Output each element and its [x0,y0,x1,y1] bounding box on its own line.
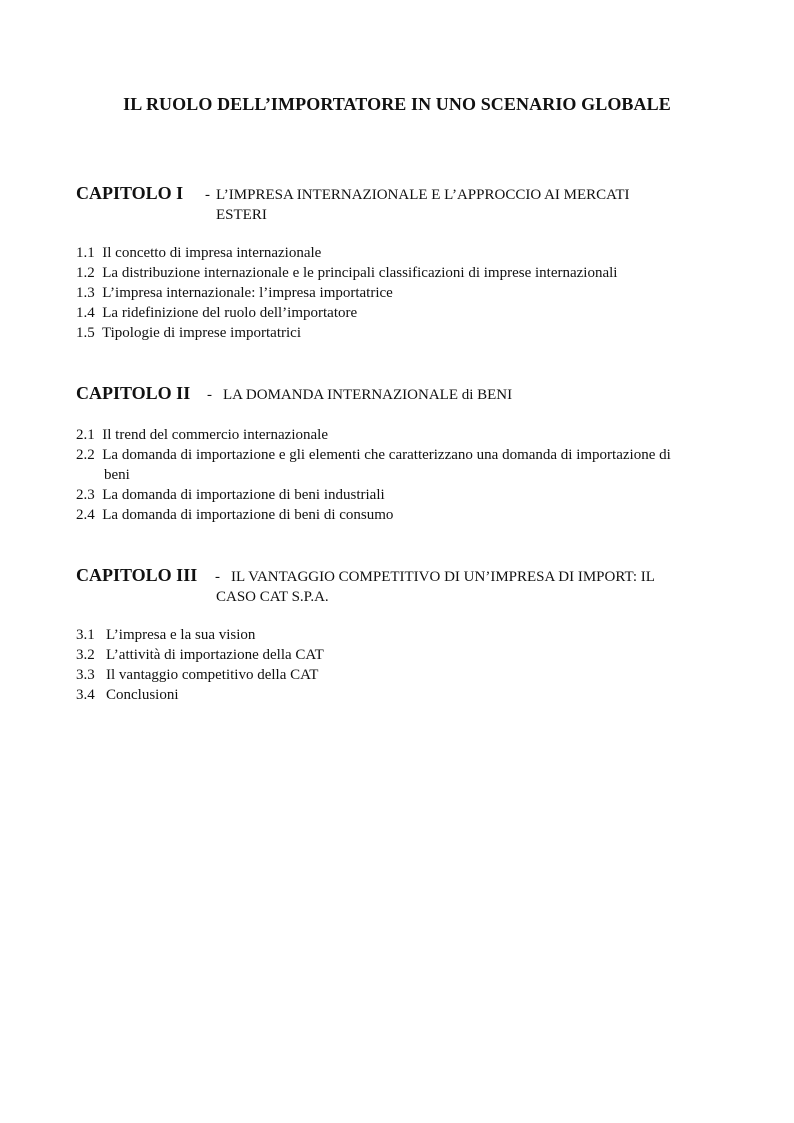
section-number: 2.4 [76,507,95,523]
section-item [76,303,617,323]
chapter-3-title-line2: CASO CAT S.P.A. [216,589,329,605]
section-title: La domanda di importazione e gli elementi che caratterizzano una domanda di importazione di [102,447,671,463]
chapter-3-separator: - [215,569,220,585]
section-item [76,645,324,665]
chapter-1-title: L’IMPRESA INTERNAZIONALE E L’APPROCCIO AI MERCATI [216,187,630,203]
section-title: La domanda di importazione di beni industriali [102,487,385,503]
section-number: 2.1 [76,427,95,443]
chapter-2-label: CAPITOLO II [76,383,191,403]
chapter-1-sections [76,243,617,343]
section-item [76,485,671,505]
section-number: 2.2 [76,447,95,463]
section-item [76,445,671,485]
chapter-2 [76,383,736,523]
section-title: Il vantaggio competitivo della CAT [106,667,319,683]
section-item [76,263,617,283]
section-number: 1.4 [76,305,95,321]
section-number: 1.2 [76,265,95,281]
section-title: L’attività di importazione della CAT [106,647,324,663]
section-title: La domanda di importazione di beni di consumo [102,507,394,523]
section-title: Il concetto di impresa internazionale [102,245,322,261]
section-number: 1.3 [76,285,95,301]
chapter-2-separator: - [207,387,212,403]
section-item [76,243,617,263]
chapter-1 [76,183,736,341]
section-item [76,685,324,705]
section-title: Il trend del commercio internazionale [102,427,328,443]
section-item [76,283,617,303]
chapter-1-separator: - [205,187,210,203]
chapter-1-heading [76,183,736,223]
chapter-2-sections [76,425,671,525]
section-item [76,625,324,645]
section-number: 2.3 [76,487,95,503]
section-number: 1.5 [76,325,95,341]
section-title: L’impresa e la sua vision [106,627,256,643]
section-item [76,323,617,343]
section-number: 1.1 [76,245,95,261]
section-item [76,425,671,445]
chapter-3-sections [76,625,324,705]
section-title: Tipologie di imprese importatrici [101,325,301,341]
chapter-3 [76,565,736,703]
section-title: La ridefinizione del ruolo dell’importatore [102,305,358,321]
section-title: Conclusioni [106,687,179,703]
chapter-3-title: IL VANTAGGIO COMPETITIVO DI UN’IMPRESA DI IMPORT: IL [231,569,655,585]
chapter-1-label: CAPITOLO I [76,183,184,203]
section-title: La distribuzione internazionale e le principali classificazioni di imprese internazionali [102,265,618,281]
section-number: 3.4 [76,687,95,703]
section-title-continued: beni [104,467,130,483]
chapter-3-heading [76,565,736,605]
section-title: L’impresa internazionale: l’impresa importatrice [102,285,393,301]
document-title: IL RUOLO DELL’IMPORTATORE IN UNO SCENARIO GLOBALE [123,94,671,114]
section-number: 3.2 [76,647,95,663]
chapter-2-heading [76,383,736,403]
chapter-2-title: LA DOMANDA INTERNAZIONALE di BENI [223,387,513,403]
section-number: 3.1 [76,627,95,643]
section-number: 3.3 [76,667,95,683]
section-item [76,505,671,525]
chapter-3-label: CAPITOLO III [76,565,198,585]
chapter-1-title-line2: ESTERI [216,207,267,223]
section-item [76,665,324,685]
